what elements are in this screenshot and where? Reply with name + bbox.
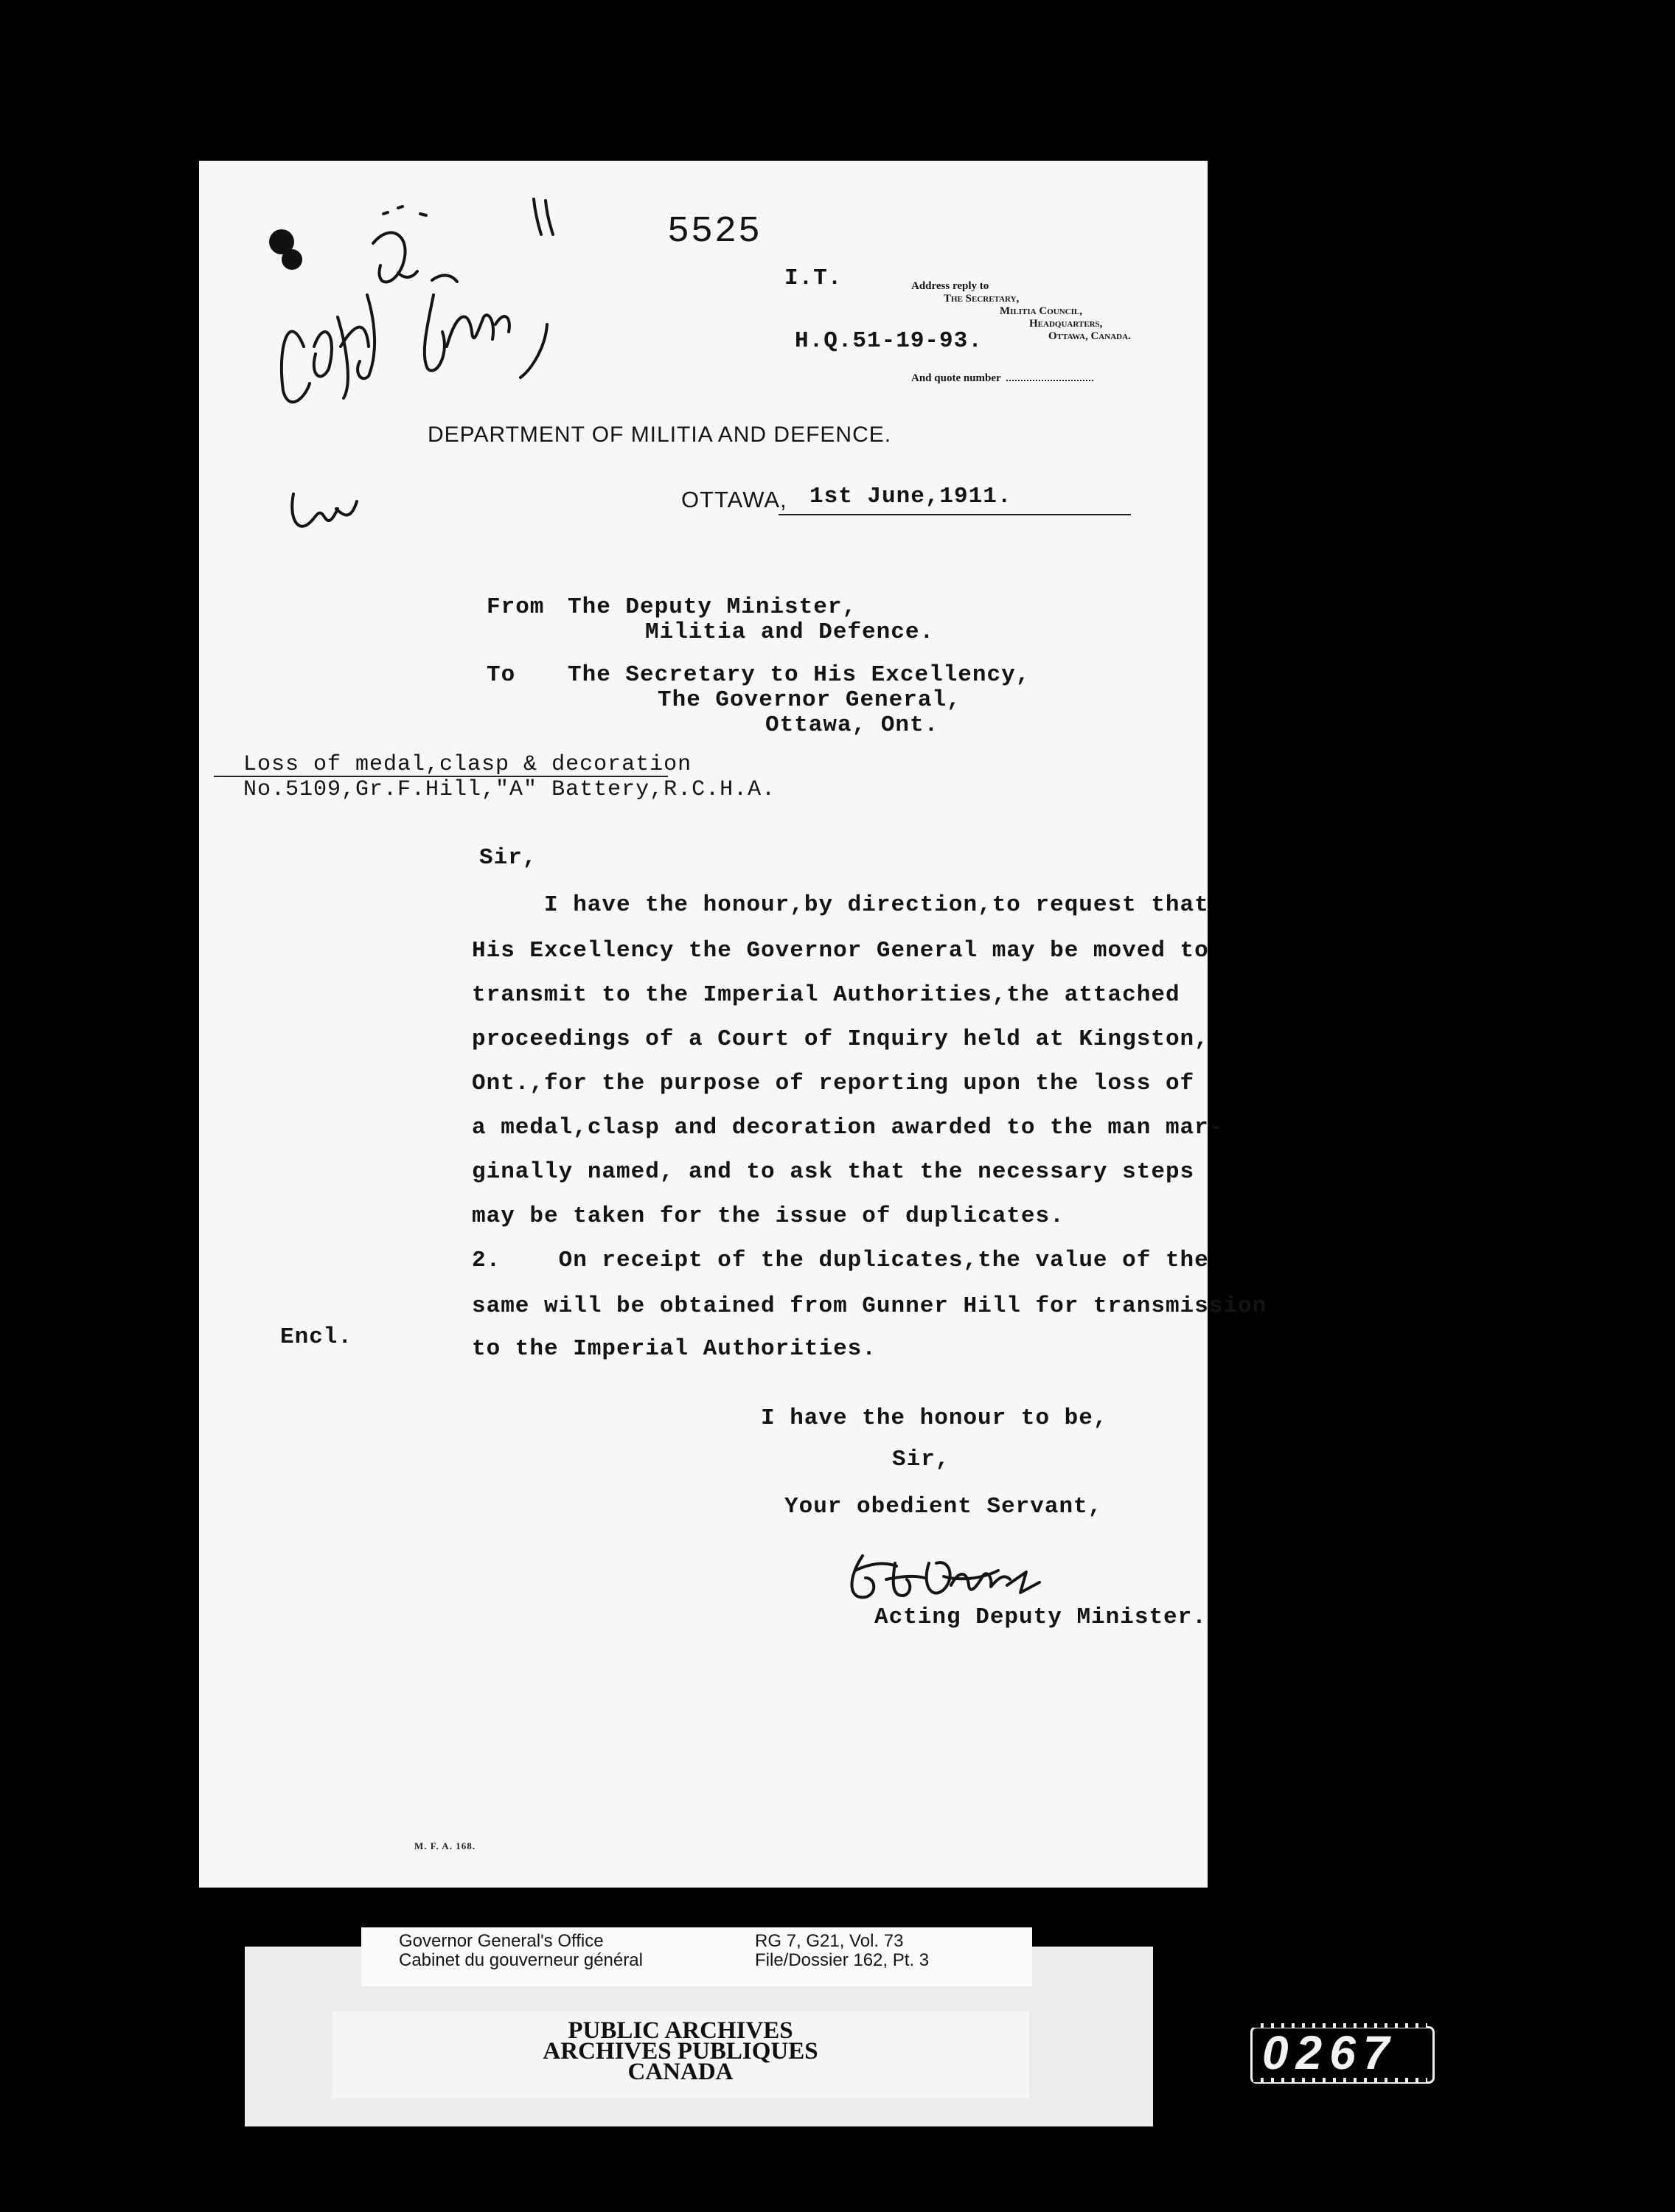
to-label: To: [487, 662, 516, 688]
file-number: 5525: [667, 211, 762, 253]
closing-line: Sir,: [892, 1447, 950, 1472]
body-line: same will be obtained from Gunner Hill for transmission: [472, 1293, 1267, 1319]
from-label: From: [487, 594, 545, 620]
office-french: Cabinet du gouverneur général: [399, 1950, 643, 1970]
archive-stamp: [332, 2017, 1029, 2085]
archive-office: [399, 1932, 643, 1970]
body-line: I have the honour,by direction,to request that: [544, 892, 1209, 918]
quote-number-field: [911, 372, 1093, 385]
to-line: The Secretary to His Excellency,: [568, 662, 1031, 688]
stamp-line: CANADA: [627, 2059, 734, 2085]
address-line: Militia Council,: [1000, 305, 1082, 317]
file-reference: File/Dossier 162, Pt. 3: [755, 1950, 930, 1970]
subject-detail: No.5109,Gr.F.Hill,"A" Battery,R.C.H.A.: [243, 777, 776, 802]
closing-line: Your obedient Servant,: [784, 1494, 1103, 1520]
signature-title: Acting Deputy Minister.: [874, 1604, 1207, 1630]
quote-number-label: And quote number: [911, 372, 1001, 384]
to-line: Ottawa, Ont.: [765, 712, 939, 738]
address-line: Address reply to: [911, 280, 989, 292]
it-code: I.T.: [784, 265, 843, 291]
body-line: transmit to the Imperial Authorities,the attached: [472, 982, 1180, 1008]
address-line: Ottawa, Canada.: [1048, 330, 1131, 342]
from-line: Militia and Defence.: [645, 619, 935, 645]
place-label: OTTAWA,: [681, 487, 787, 512]
to-line: The Governor General,: [658, 687, 961, 713]
letter-date: 1st June,1911.: [809, 484, 1012, 509]
form-code: M. F. A. 168.: [414, 1840, 476, 1851]
record-group: RG 7, G21, Vol. 73: [755, 1931, 904, 1951]
salutation: Sir,: [479, 845, 537, 871]
signature: [833, 1534, 1069, 1615]
body-line: to the Imperial Authorities.: [472, 1336, 877, 1362]
frame-number: 0267: [1262, 2026, 1397, 2079]
department-heading: DEPARTMENT OF MILITIA AND DEFENCE.: [428, 422, 892, 447]
body-line: proceedings of a Court of Inquiry held at Kingston,: [472, 1026, 1209, 1052]
address-line: Headquarters,: [1029, 318, 1103, 330]
subject-heading: Loss of medal,clasp & decoration: [243, 752, 692, 777]
closing-line: I have the honour to be,: [761, 1405, 1108, 1431]
address-line: The Secretary,: [944, 293, 1020, 305]
body-line: may be taken for the issue of duplicates.: [472, 1203, 1065, 1229]
enclosure-note: Encl.: [280, 1324, 353, 1350]
body-line: a medal,clasp and decoration awarded to the man mar-: [472, 1115, 1224, 1141]
hq-reference: H.Q.51-19-93.: [795, 328, 983, 354]
office-english: Governor General's Office: [399, 1931, 604, 1951]
stamp-line: ARCHIVES PUBLIQUES: [543, 2038, 818, 2065]
stamp-line: PUBLIC ARCHIVES: [568, 2017, 793, 2044]
body-line: ginally named, and to ask that the necessary steps: [472, 1159, 1195, 1185]
body-line: 2. On receipt of the duplicates,the value of the: [472, 1248, 1209, 1273]
date-underline: [779, 514, 1131, 515]
address-block: [911, 280, 1131, 343]
body-line: His Excellency the Governor General may be moved to: [472, 938, 1209, 964]
body-line: Ont.,for the purpose of reporting upon the loss of: [472, 1071, 1195, 1096]
from-line: The Deputy Minister,: [568, 594, 857, 620]
archive-reference: [755, 1932, 929, 1970]
